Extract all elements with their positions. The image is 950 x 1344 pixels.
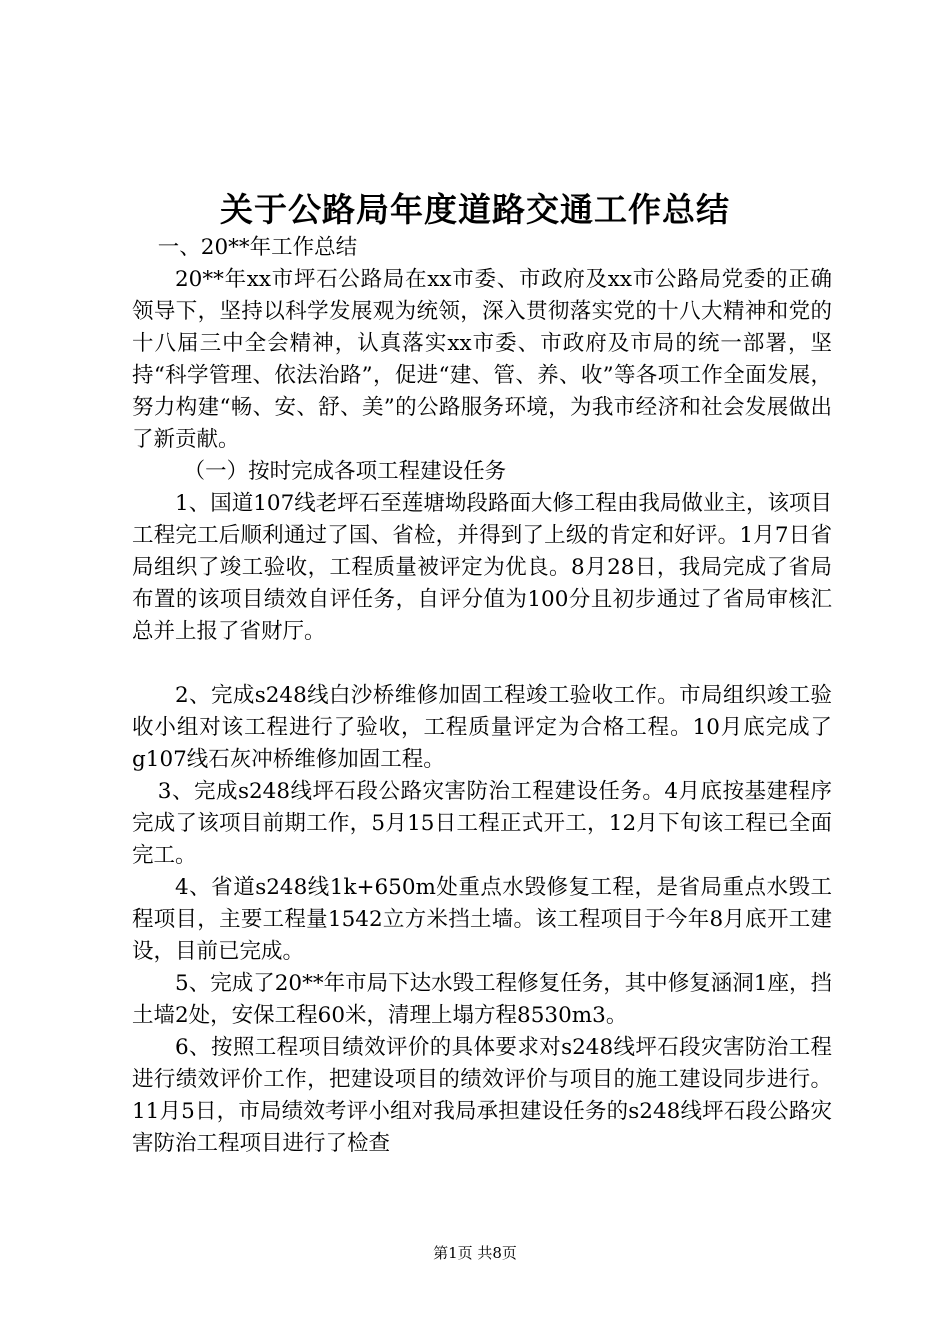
- section-heading-1: 一、20**年工作总结: [157, 235, 358, 260]
- paragraph-item-6: 6、按照工程项目绩效评价的具体要求对s248线坪石段灾害防治工程进行绩效评价工作，把建设项目的绩效评价与项目的施工建设同步进行。11月5日，市局绩效考评小组对我局承担建设任务的s248线坪石段公路灾害防治工程项目进行了检查: [132, 1035, 832, 1156]
- paragraph-item-4: 4、省道s248线1k+650m处重点水毁修复工程，是省局重点水毁工程项目，主要工程量1542立方米挡土墙。该工程项目于今年8月底开工建设，目前已完成。: [132, 875, 832, 964]
- paragraph-gap: [132, 648, 832, 680]
- document-body: [132, 232, 832, 1160]
- paragraph-item-1: 1、国道107线老坪石至莲塘坳段路面大修工程由我局做业主，该项目工程完工后顺利通过了国、省检，并得到了上级的肯定和好评。1月7日省局组织了竣工验收，工程质量被评定为优良。8月28日，我局完成了省局布置的该项目绩效自评任务，自评分值为100分且初步通过了省局审核汇总并上报了省财厅。: [132, 491, 832, 644]
- subsection-heading-1: （一）按时完成各项工程建设任务: [183, 459, 507, 484]
- paragraph-item-3: 3、完成s248线坪石段公路灾害防治工程建设任务。4月底按基建程序完成了该项目前期工作，5月15日工程正式开工，12月下旬该工程已全面完工。: [132, 779, 832, 868]
- paragraph-item-2: 2、完成s248线白沙桥维修加固工程竣工验收工作。市局组织竣工验收小组对该工程进行了验收，工程质量评定为合格工程。10月底完成了g107线石灰冲桥维修加固工程。: [132, 683, 832, 772]
- document-title: 关于公路局年度道路交通工作总结: [220, 190, 730, 229]
- paragraph-summary: 20**年xx市坪石公路局在xx市委、市政府及xx市公路局党委的正确领导下，坚持以科学发展观为统领，深入贯彻落实党的十八大精神和党的十八届三中全会精神，认真落实xx市委、市政府及市局的统一部署，坚持“科学管理、依法治路”，促进“建、管、养、收”等各项工作全面发展，努力构建“畅、安、舒、美”的公路服务环境，为我市经济和社会发展做出了新贡献。: [132, 267, 832, 452]
- paragraph-item-5: 5、完成了20**年市局下达水毁工程修复任务，其中修复涵洞1座，挡土墙2处，安保工程60米，清理上塌方程8530m3。: [132, 971, 832, 1028]
- page-footer: 第1页 共8页: [433, 1244, 517, 1262]
